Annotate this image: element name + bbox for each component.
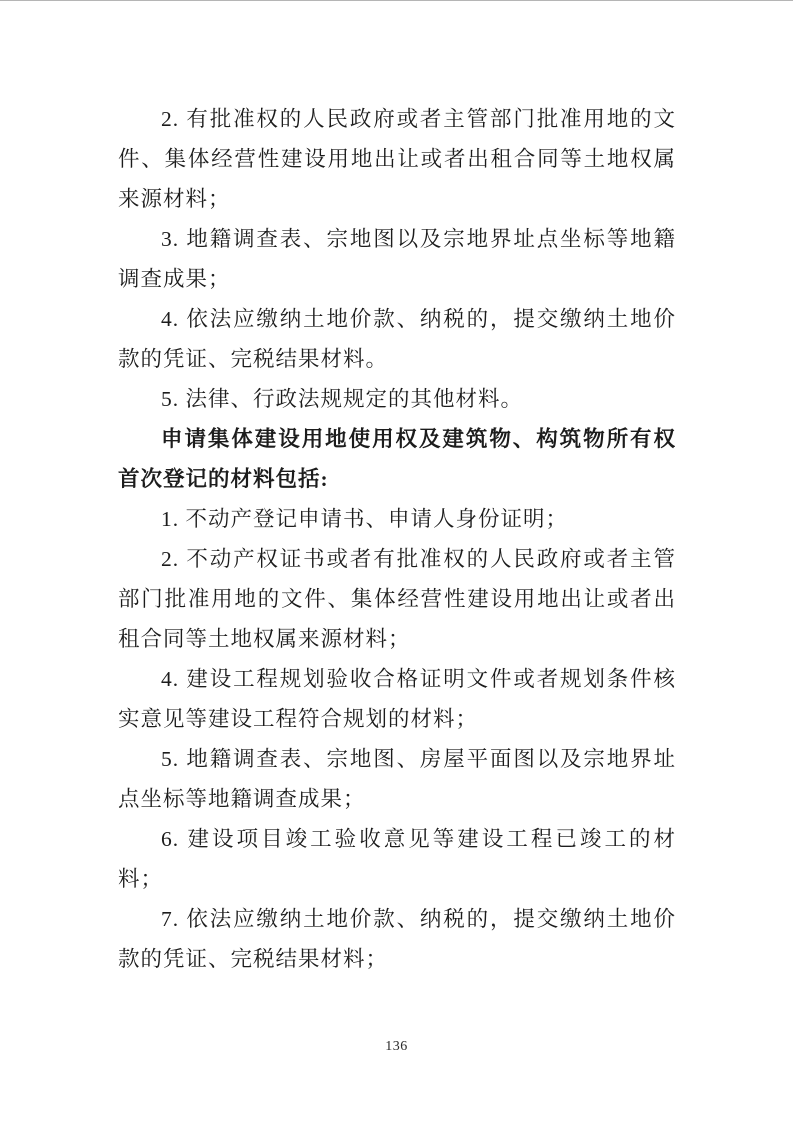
page-footer	[0, 1037, 793, 1055]
section-heading: 申请集体建设用地使用权及建筑物、构筑物所有权首次登记的材料包括:	[118, 427, 676, 491]
list-item: 4. 建设工程规划验收合格证明文件或者规划条件核实意见等建设工程符合规划的材料；	[118, 667, 676, 731]
list-item: 2. 不动产权证书或者有批准权的人民政府或者主管部门批准用地的文件、集体经营性建设用地出让或者出租合同等土地权属来源材料；	[118, 547, 676, 651]
document-content	[118, 99, 676, 979]
list-item: 2. 有批准权的人民政府或者主管部门批准用地的文件、集体经营性建设用地出让或者出租合同等土地权属来源材料；	[118, 107, 676, 211]
page-number: 136	[385, 1039, 408, 1054]
list-item: 5. 法律、行政法规规定的其他材料。	[161, 387, 524, 411]
list-item: 4. 依法应缴纳土地价款、纳税的，提交缴纳土地价款的凭证、完税结果材料。	[118, 307, 676, 371]
list-item: 7. 依法应缴纳土地价款、纳税的，提交缴纳土地价款的凭证、完税结果材料；	[118, 907, 676, 971]
list-item: 5. 地籍调查表、宗地图、房屋平面图以及宗地界址点坐标等地籍调查成果；	[118, 747, 676, 811]
list-item: 1. 不动产登记申请书、申请人身份证明；	[161, 507, 569, 531]
list-item: 3. 地籍调查表、宗地图以及宗地界址点坐标等地籍调查成果；	[118, 227, 676, 291]
list-item: 6. 建设项目竣工验收意见等建设工程已竣工的材料；	[118, 827, 676, 891]
